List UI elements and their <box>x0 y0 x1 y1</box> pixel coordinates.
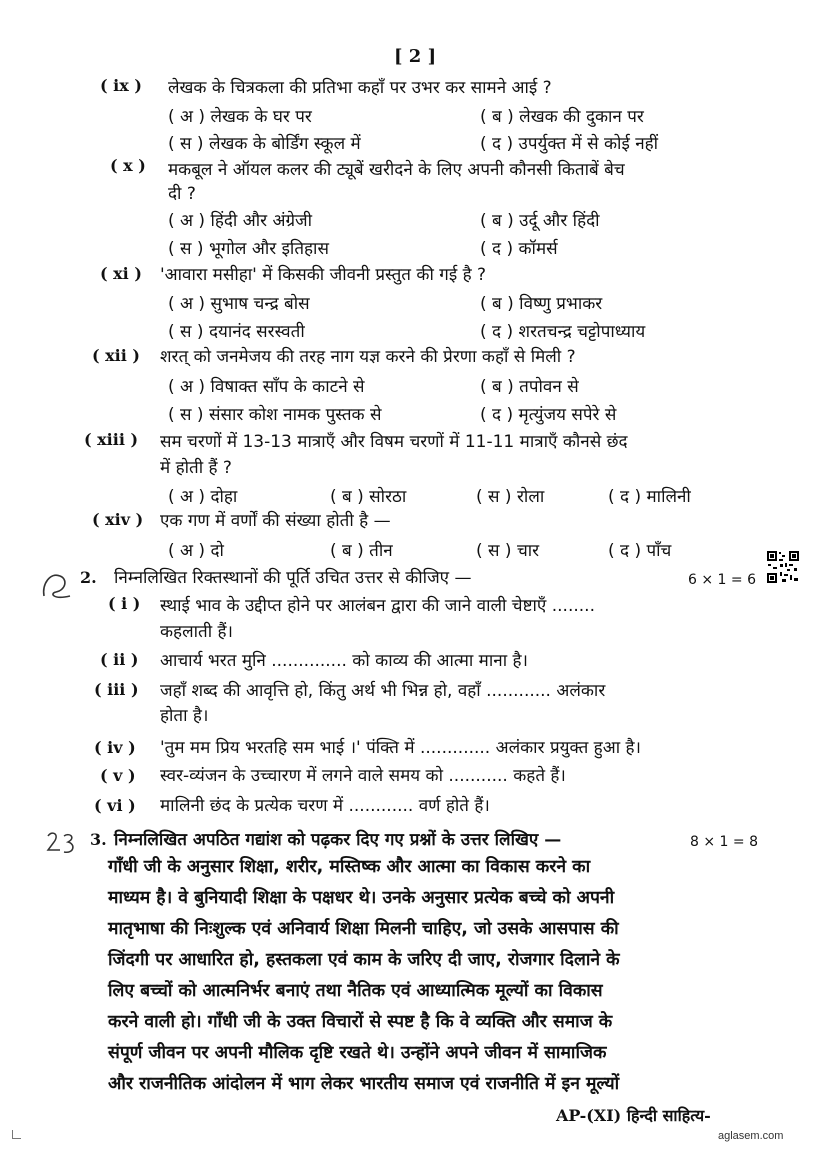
question-text: सम चरणों में 13-13 मात्राएँ और विषम चरणों में 11-11 मात्राएँ कौनसे छंद <box>160 432 628 452</box>
option-d: ( द ) शरतचन्द्र चट्टोपाध्याय <box>480 322 646 342</box>
question-text: एक गण में वर्णों की संख्या होती है — <box>160 511 391 531</box>
fill-blank-text: आचार्य भरत मुनि .............. को काव्य की आत्मा माना है। <box>160 651 528 671</box>
option-c: ( स ) भूगोल और इतिहास <box>168 239 329 259</box>
option-b: ( ब ) तीन <box>330 541 393 561</box>
option-c: ( स ) लेखक के बोर्डिंग स्कूल में <box>168 134 361 154</box>
question-number: 2. <box>80 568 97 587</box>
option-b: ( ब ) सोरठा <box>330 487 407 507</box>
passage-line: संपूर्ण जीवन पर अपनी मौलिक दृष्टि रखते थे। उन्होंने अपने जीवन में सामाजिक <box>108 1043 607 1063</box>
passage-line: मातृभाषा की निःशुल्क एवं अनिवार्य शिक्षा मिलनी चाहिए, जो उसके आसपास की <box>108 919 619 939</box>
fill-blank-text-cont: कहलाती हैं। <box>160 622 233 642</box>
question-text-cont: दी ? <box>168 184 196 204</box>
passage-line: और राजनीतिक आंदोलन में भाग लेकर भारतीय समाज एवं राजनीति में इन मूल्यों <box>108 1074 620 1094</box>
item-number: ( v ) <box>100 766 136 785</box>
question-number: ( x ) <box>110 156 146 175</box>
page-number: [ 2 ] <box>394 46 437 67</box>
fill-blank-text: मालिनी छंद के प्रत्येक चरण में ............ वर्ण होते हैं। <box>160 796 490 816</box>
option-b: ( ब ) लेखक की दुकान पर <box>480 107 644 127</box>
question-number: ( xi ) <box>100 264 142 283</box>
handwritten-mark <box>44 828 84 862</box>
question-number: ( xii ) <box>92 346 140 365</box>
option-d: ( द ) कॉमर्स <box>480 239 558 259</box>
fill-blank-text: जहाँ शब्द की आवृत्ति हो, किंतु अर्थ भी भिन्न हो, वहाँ ............ अलंकार <box>160 681 606 701</box>
question-text: 'आवारा मसीहा' में किसकी जीवनी प्रस्तुत की गई है ? <box>160 265 487 285</box>
passage-line: करने वाली हो। गाँधी जी के उक्त विचारों से स्पष्ट है कि वे व्यक्ति और समाज के <box>108 1012 613 1032</box>
question-number: ( ix ) <box>100 76 142 95</box>
question-text: शरत् को जनमेजय की तरह नाग यज्ञ करने की प्रेरणा कहाँ से मिली ? <box>160 347 576 367</box>
option-b: ( ब ) उर्दू और हिंदी <box>480 211 600 231</box>
option-c: ( स ) चार <box>476 541 540 561</box>
option-a: ( अ ) सुभाष चन्द्र बोस <box>168 294 310 314</box>
option-d: ( द ) मृत्युंजय सपेरे से <box>480 405 617 425</box>
passage-line: जिंदगी पर आधारित हो, हस्तकला एवं काम के जरिए दी जाए, रोजगार दिलाने के <box>108 950 620 970</box>
fill-blank-text-cont: होता है। <box>160 706 209 726</box>
option-c: ( स ) संसार कोश नामक पुस्तक से <box>168 405 382 425</box>
question-text: मकबूल ने ऑयल कलर की ट्यूबें खरीदने के लिए अपनी कौनसी किताबें बेच <box>168 160 625 180</box>
option-c: ( स ) दयानंद सरस्वती <box>168 322 305 342</box>
option-d: ( द ) उपर्युक्त में से कोई नहीं <box>480 134 659 154</box>
option-a: ( अ ) दो <box>168 541 224 561</box>
section-heading: निम्नलिखित रिक्तस्थानों की पूर्ति उचित उत्तर से कीजिए — <box>114 568 472 588</box>
question-text-cont: में होती हैं ? <box>160 458 232 478</box>
item-number: ( iii ) <box>94 680 139 699</box>
corner-mark <box>12 1130 21 1139</box>
question-text: लेखक के चित्रकला की प्रतिभा कहाँ पर उभर कर सामने आई ? <box>168 78 552 98</box>
option-a: ( अ ) हिंदी और अंग्रेजी <box>168 211 313 231</box>
question-number: ( xiii ) <box>84 430 139 449</box>
option-a: ( अ ) लेखक के घर पर <box>168 107 312 127</box>
question-number: ( xiv ) <box>92 510 144 529</box>
item-number: ( vi ) <box>94 796 136 815</box>
question-number: 3. <box>90 830 107 849</box>
handwritten-mark <box>40 566 74 602</box>
option-a: ( अ ) दोहा <box>168 487 238 507</box>
paper-code-footer: AP-(XI) हिन्दी साहित्य- <box>556 1106 711 1125</box>
option-b: ( ब ) तपोवन से <box>480 377 579 397</box>
section-heading: निम्नलिखित अपठित गद्यांश को पढ़कर दिए गए प्रश्नों के उत्तर लिखिए — <box>114 830 562 850</box>
item-number: ( i ) <box>108 594 141 613</box>
unseen-passage <box>108 852 748 1100</box>
passage-line: माध्यम है। वे बुनियादी शिक्षा के पक्षधर थे। उनके अनुसार प्रत्येक बच्चे को अपनी <box>108 888 615 908</box>
website-watermark: aglasem.com <box>718 1130 784 1142</box>
fill-blank-text: 'तुम मम प्रिय भरतहि सम भाई ।' पंक्ति में ............. अलंकार प्रयुक्त हुआ है। <box>160 738 641 758</box>
item-number: ( iv ) <box>94 738 136 757</box>
fill-blank-text: स्थाई भाव के उद्दीप्त होने पर आलंबन द्वारा की जाने वाली चेष्टाएँ ........ <box>160 596 595 616</box>
option-c: ( स ) रोला <box>476 487 545 507</box>
fill-blank-text: स्वर-व्यंजन के उच्चारण में लगने वाले समय को ........... कहते हैं। <box>160 766 566 786</box>
passage-line: गाँधी जी के अनुसार शिक्षा, शरीर, मस्तिष्क और आत्मा का विकास करने का <box>108 857 591 877</box>
option-a: ( अ ) विषाक्त साँप के काटने से <box>168 377 365 397</box>
option-b: ( ब ) विष्णु प्रभाकर <box>480 294 603 314</box>
option-d: ( द ) पाँच <box>608 541 672 561</box>
marks-label: 6 × 1 = 6 <box>688 572 756 588</box>
option-d: ( द ) मालिनी <box>608 487 691 507</box>
passage-line: लिए बच्चों को आत्मनिर्भर बनाएं तथा नैतिक एवं आध्यात्मिक मूल्यों का विकास <box>108 981 603 1001</box>
item-number: ( ii ) <box>100 650 139 669</box>
marks-label: 8 × 1 = 8 <box>690 834 758 850</box>
qr-code <box>766 550 800 584</box>
